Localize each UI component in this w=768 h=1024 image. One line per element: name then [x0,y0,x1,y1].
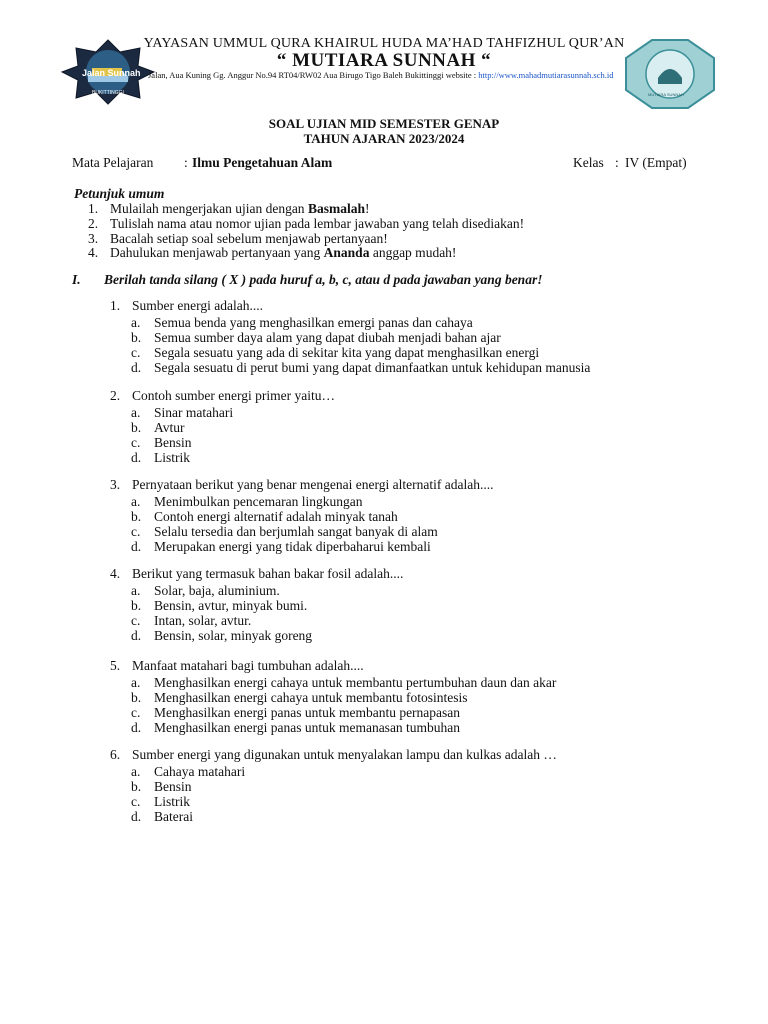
foundation-name: YAYASAN UMMUL QURA KHAIRUL HUDA MA’HAD TAHFIZHUL QUR’AN [143,36,625,51]
option-letter: a. [131,315,141,330]
instruction-number: 2. [88,215,99,231]
instruction-item [110,231,388,247]
question-text: Sumber energi adalah.... [132,298,263,313]
option-letter: d. [131,720,142,735]
option-text: Intan, solar, avtur. [154,613,252,628]
instruction-number: 1. [88,201,99,216]
instructions-title: Petunjuk umum [74,186,165,201]
option-letter: b. [131,598,142,613]
option-text: Menimbulkan pencemaran lingkungan [154,494,363,509]
option-text: Bensin [154,435,192,450]
question-text: Manfaat matahari bagi tumbuhan adalah.... [132,658,364,673]
school-name: “ MUTIARA SUNNAH “ [276,50,492,71]
option-letter: c. [131,345,141,360]
option-letter: a. [131,583,141,598]
school-address [148,70,613,80]
question-number: 4. [110,566,121,581]
option-letter: b. [131,420,142,435]
subject-separator: : [184,155,188,170]
instruction-text-end: anggap mudah! [369,245,457,261]
instruction-text-end: ! [364,201,370,216]
option-letter: b. [131,509,142,524]
class-label: Kelas [573,155,604,170]
option-text: Sinar matahari [154,405,234,420]
option-text: Segala sesuatu di perut bumi yang dapat dimanfaatkan untuk kehidupan manusia [154,360,591,375]
question-number: 2. [110,388,121,403]
option-text: Segala sesuatu yang ada di sekitar kita yang dapat menghasilkan energi [154,345,540,360]
instruction-number: 4. [88,245,99,261]
option-letter: d. [131,360,142,375]
instruction-number: 3. [88,230,99,246]
option-text: Menghasilkan energi panas untuk membantu pernapasan [154,705,461,720]
address-text: Jalan, Aua Kuning Gg. Anggur No.94 RT04/RW02 Aua Birugo Tigo Baleh Bukittinggi website : [148,70,479,80]
instruction-emphasis: Ananda [323,245,370,261]
question-text: Sumber energi yang digunakan untuk menyalakan lampu dan kulkas adalah … [132,747,557,762]
question-number: 1. [110,298,121,313]
instruction-text: Bacalah setiap soal sebelum menjawab pertanyaan! [110,230,388,246]
question-text: Berikut yang termasuk bahan bakar fosil adalah.... [132,566,404,581]
option-letter: a. [131,405,141,420]
option-text: Bensin [154,779,192,794]
logo-right-text: MUTIARA SUNNAH [648,92,684,97]
class-value: IV (Empat) [625,155,687,170]
option-text: Contoh energi alternatif adalah minyak tanah [154,509,398,524]
option-text: Cahaya matahari [154,764,246,779]
option-letter: c. [131,435,141,450]
option-letter: c. [131,705,141,720]
option-letter: b. [131,690,142,705]
option-letter: a. [131,494,141,509]
instruction-item [110,201,369,217]
option-letter: d. [131,628,142,643]
instruction-text: Dahulukan menjawab pertanyaan yang [110,245,324,261]
instruction-item [110,245,456,261]
option-letter: a. [131,764,141,779]
question-number: 6. [110,747,121,762]
question-number: 3. [110,477,121,492]
option-letter: c. [131,524,141,539]
option-text: Semua benda yang menghasilkan emergi panas dan cahaya [154,315,473,330]
instruction-text: Tulislah nama atau nomor ujian pada lembar jawaban yang telah disediakan! [110,215,525,231]
option-text: Selalu tersedia dan berjumlah sangat banyak di alam [154,524,438,539]
question-text: Pernyataan berikut yang benar mengenai energi alternatif adalah.... [132,477,494,492]
option-text: Merupakan energi yang tidak diperbaharui kembali [154,539,431,554]
website-link[interactable]: http://www.mahadmutiarasunnah.sch.id [478,70,614,80]
option-text: Menghasilkan energi cahaya untuk membantu fotosintesis [154,690,468,705]
option-letter: a. [131,675,141,690]
option-text: Menghasilkan energi panas untuk memanasan tumbuhan [154,720,461,735]
academic-year: TAHUN AJARAN 2023/2024 [303,131,465,146]
option-letter: c. [131,794,141,809]
option-text: Semua sumber daya alam yang dapat diubah menjadi bahan ajar [154,330,501,345]
instruction-emphasis: Basmalah [307,201,365,216]
option-text: Menghasilkan energi cahaya untuk membantu pertumbuhan daun dan akar [154,675,557,690]
option-letter: d. [131,539,142,554]
option-text: Listrik [154,450,190,465]
option-text: Bensin, solar, minyak goreng [154,628,313,643]
option-letter: d. [131,450,142,465]
logo-left-text: Jalan Sunnah [82,68,141,78]
subject-value: Ilmu Pengetahuan Alam [192,155,333,170]
instruction-item [110,216,524,232]
class-separator: : [615,155,619,170]
option-letter: c. [131,613,141,628]
subject-label: Mata Pelajaran [72,155,154,170]
option-letter: d. [131,809,142,824]
section-numeral: I. [72,272,81,287]
option-letter: b. [131,330,142,345]
exam-title: SOAL UJIAN MID SEMESTER GENAP [268,116,500,131]
option-text: Avtur [154,420,185,435]
option-text: Bensin, avtur, minyak bumi. [154,598,308,613]
instruction-text: Mulailah mengerjakan ujian dengan [110,201,308,216]
option-text: Baterai [154,809,193,824]
logo-left-subtext: BUKITTINGGI [92,90,124,96]
question-text: Contoh sumber energi primer yaitu… [132,388,335,403]
option-text: Solar, baja, aluminium. [154,583,280,598]
question-number: 5. [110,658,121,673]
section-instruction: Berilah tanda silang ( X ) pada huruf a, b, c, atau d pada jawaban yang benar! [104,272,543,287]
option-letter: b. [131,779,142,794]
option-text: Listrik [154,794,190,809]
